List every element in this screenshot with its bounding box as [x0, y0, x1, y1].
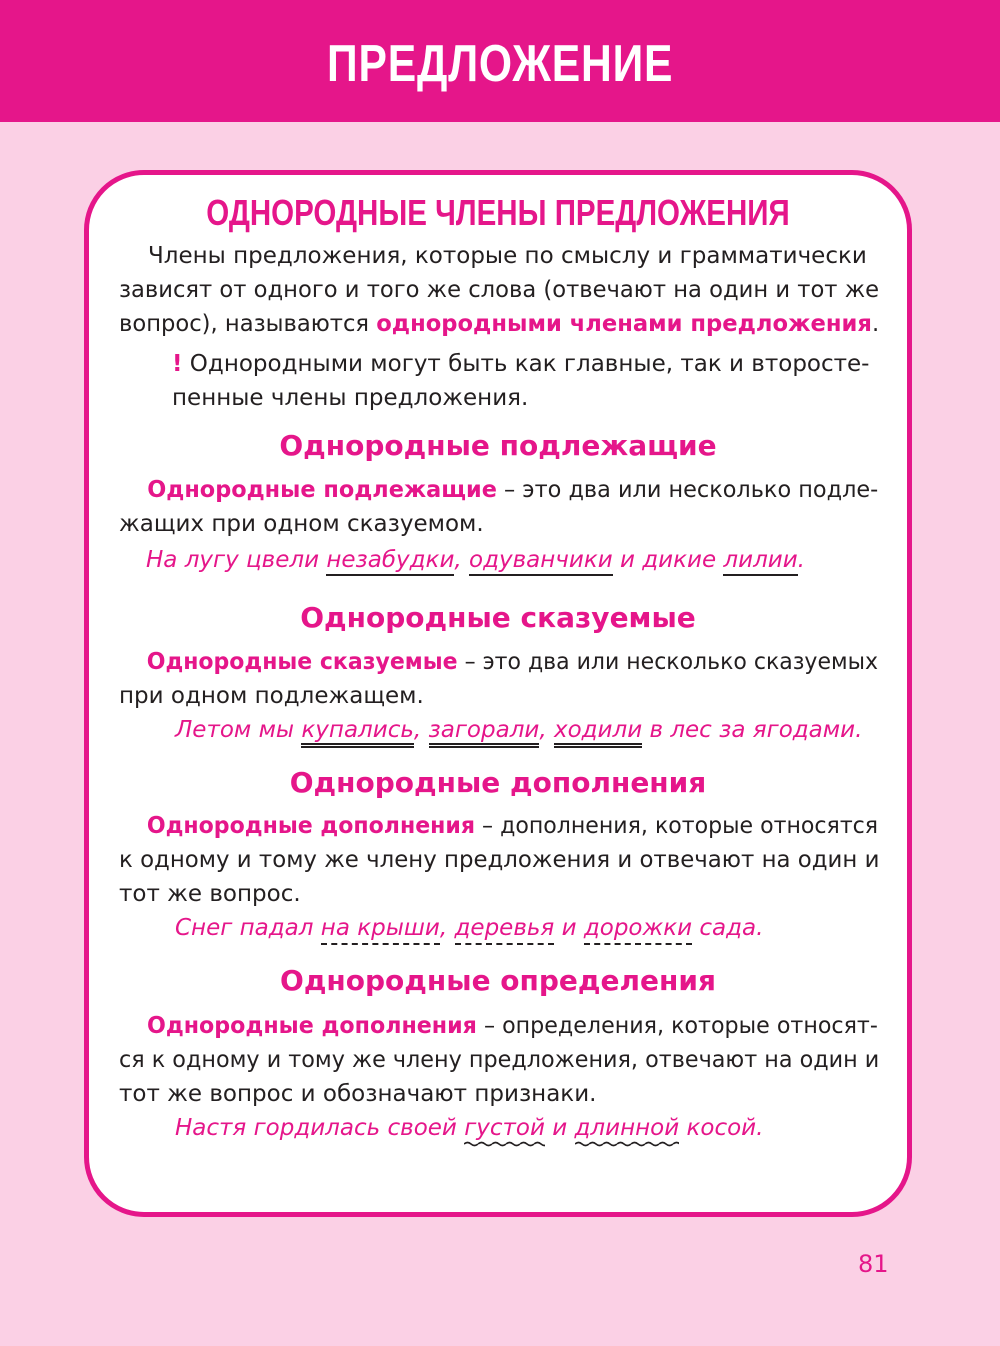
key-term: Однородные подлежащие: [147, 477, 497, 503]
note-line: пенные члены предложения.: [172, 385, 529, 411]
wavy-underlined-attribute: длинной: [575, 1115, 680, 1147]
definition-text: – определения, которые относят-: [476, 1013, 878, 1039]
example-text: ,: [439, 915, 455, 941]
page-title: ПРЕДЛОЖЕНИЕ: [326, 35, 674, 93]
definition-line: тот же вопрос.: [119, 881, 301, 907]
definition-line: жащих при одном сказуемом.: [119, 511, 484, 537]
example-text: Летом мы: [175, 717, 302, 743]
underlined-subject: одуванчики: [469, 547, 613, 576]
definition-text: – это два или несколько подле-: [496, 477, 879, 503]
intro-line: [119, 307, 880, 341]
dashed-underlined-object: деревья: [455, 915, 555, 945]
definition-line: тот же вопрос и обозначают признаки.: [119, 1081, 597, 1107]
key-term: Однородные сказуемые: [146, 649, 458, 675]
intro-paragraph: [119, 239, 879, 341]
section-heading-predicates: Однородные сказуемые: [300, 601, 696, 634]
intro-line: зависят от одного и того же слова (отвечают на один и тот же: [119, 277, 880, 303]
double-underlined-predicate: купались: [301, 717, 413, 748]
section-heading-subjects: Однородные подлежащие: [279, 429, 717, 462]
underlined-subject: незабудки: [326, 547, 454, 576]
example-text: .: [797, 547, 805, 573]
example-text: На лугу цвели: [146, 547, 327, 573]
definition-line: при одном подлежащем.: [119, 683, 424, 709]
page-header: [0, 0, 1000, 122]
dashed-underlined-object: на крыши: [321, 915, 440, 945]
dashed-underlined-object: дорожки: [584, 915, 692, 945]
section-heading-objects: Однородные дополнения: [289, 766, 707, 799]
definition-line: [119, 645, 878, 679]
exclamation-icon: !: [172, 351, 183, 377]
card-title: ОДНОРОДНЫЕ ЧЛЕНЫ ПРЕДЛОЖЕНИЯ: [206, 192, 790, 233]
example-text: Снег падал: [175, 915, 321, 941]
definition-line: к одному и тому же члену предложения и отвечают на один и: [119, 847, 880, 873]
definition-line: [119, 1009, 878, 1043]
definition-line: ся к одному и тому же члену предложения, отвечают на один и: [119, 1047, 880, 1073]
example-text: в лес за ягодами.: [642, 717, 863, 743]
definition-text: – это два или несколько сказуемых: [457, 649, 878, 675]
example-text: и: [544, 1115, 575, 1141]
example-attributes: [175, 1115, 763, 1141]
double-underlined-predicate: ходили: [554, 717, 642, 748]
key-term: Однородные дополнения: [146, 813, 476, 839]
definition-text: – дополнения, которые относятся: [475, 813, 879, 839]
note-line: [172, 347, 882, 381]
intro-text: вопрос), называются: [119, 311, 377, 337]
objects-definition: [119, 809, 879, 911]
example-text: сада.: [692, 915, 764, 941]
page-number: 81: [858, 1250, 889, 1278]
subjects-definition: [119, 473, 879, 541]
example-text: Настя гордилась своей: [175, 1115, 465, 1141]
section-heading-attributes: Однородные определения: [280, 964, 716, 997]
rule-card: [84, 170, 912, 1217]
intro-line: Члены предложения, которые по смыслу и грамматически: [148, 243, 867, 269]
example-predicates: [175, 717, 862, 743]
example-text: косой.: [679, 1115, 764, 1141]
example-objects: [175, 915, 763, 941]
example-text: ,: [413, 717, 429, 743]
key-term: однородными членами предложения: [376, 311, 872, 337]
definition-line: [119, 809, 879, 843]
intro-text: .: [871, 311, 880, 337]
attributes-definition: [119, 1009, 879, 1111]
definition-line: [119, 473, 879, 507]
example-text: ,: [454, 547, 470, 573]
example-text: ,: [539, 717, 554, 743]
underlined-subject: лилии: [723, 547, 797, 576]
predicates-definition: [119, 645, 879, 713]
note-paragraph: [172, 347, 882, 415]
example-subjects: [146, 547, 805, 573]
example-text: и: [554, 915, 584, 941]
note-text: Однородными могут быть как главные, так и второсте-: [182, 351, 870, 377]
wavy-underlined-attribute: густой: [464, 1115, 545, 1147]
key-term: Однородные дополнения: [146, 1013, 477, 1039]
double-underlined-predicate: загорали: [429, 717, 540, 748]
example-text: и дикие: [612, 547, 724, 573]
